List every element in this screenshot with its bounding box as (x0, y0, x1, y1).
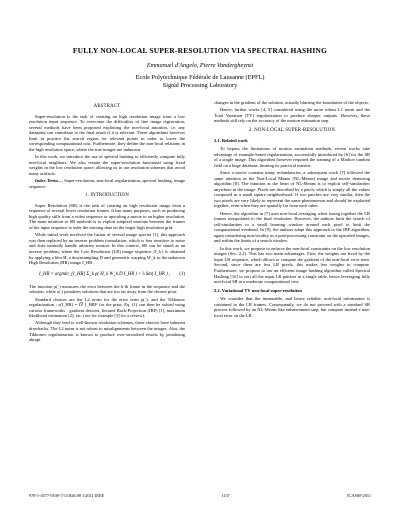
section-2-heading: 2. NON-LOCAL SUPER-RESOLUTION (248, 127, 336, 133)
footer-page-number: 1137 (221, 493, 230, 498)
index-terms-text: Super-resolution, non-local regularization, spectral hashing, image sequence (29, 178, 186, 189)
body-paragraph: The function ρ(·) measures the error between the k-th frame in the sequence and the solution, while s(·) penalizes solutions that are too far away from the chosen prior. (29, 283, 185, 295)
abstract-paragraph: Super-resolution is the task of creating an high resolution image from a low resolution input sequence. To overcome the difficulties of fine image registration, several methods have been proposed exploiting the non-local intuition, i.e. any datapoint can contribute to the final result if it is relevant. These algorithms however limit in practice the search region for relevant points in order to lower the corresponding computational cost. Furthermore, they define the non-local relations in the high resolution space, where the true images are unknown. (29, 113, 185, 152)
footer-isbn: 978-1-4577-0539-7/11/$26.00 ©2011 IEEE (29, 493, 105, 498)
left-column (29, 100, 185, 344)
body-paragraph: To bypass the limitations of motion estimation methods, recent works take advantage of example-based regularization, successfully introduced by [6] for the SR of a single image. This algorithm however required the training of a Markov random field on a huge database, limiting its practical interest. (214, 146, 370, 168)
body-paragraph: Standard choices are the L2 norm for the error term ρ(·), and the Tikhonov regularization : s(I_HR) = ‖∇ I_HR‖² for the prior. Eq. (1) can then be solved using various frameworks : gradient descent, Iterated Back-Projection (IBP) [1], maximum likelihood estimation [2], etc. (see for example [3] for a review). (29, 296, 185, 319)
intro-heading: 1. INTRODUCTION (84, 193, 130, 199)
body-paragraph: Hence, further works [4, 5] considered using the more robust L1 norm and the Total Variation (TV) regularization to produce sharper outputs. However, these methods still rely on the accuracy of the motion estimation step. (214, 107, 370, 124)
body-paragraph: While initial work involved the fusion of several image spectra [1], this approach was then replaced by an inverse problem formulation, which is less sensitive to noise and does naturally handle arbitrary motion. In this context, SR can be stated as an inverse problem, where the Low Resolution (LR) image sequence {I_k} is obtained by applying a blur H, a downsampling D and geometric warping W_k to the unknown High Resolution (HR) image I_HR : (29, 232, 185, 266)
equation-number: (1) (179, 271, 185, 277)
equation-body: I_HR = argmin_{I_HR} Σ_k ρ( H_k W_k D I_HR ) + λ Sm( I_HR ) , (39, 271, 171, 277)
equation-1 (29, 269, 185, 281)
abstract-heading: ABSTRACT (93, 104, 121, 109)
index-terms-label: Index Terms— (35, 178, 63, 184)
page-footer (29, 493, 371, 498)
index-terms (29, 178, 185, 189)
subsection-2-1-heading: 2.1. Related work (214, 137, 248, 143)
body-paragraph: Since a movie contains many redundancies, a subsequent work [7] followed the same intuition as the Non-Local Means (NL-Means) image and movie denoising algorithm [8]. The intuition at the heart of NL-Means is to exploit self-similarities anywhere in the image. Pixels are described by a patch, which is simply all the values composed in a small square neighborhood. If two patches are very similar, then the two pixels are very likely to represent the same phenomenon and should be exploited together, even when they are spatially far from each other. (214, 170, 370, 209)
right-column (214, 100, 370, 320)
body-paragraph: Hence, the algorithm in [7] uses non-local averaging when fusing together the LR frames interpolated to the final resolution. However, the authors limit the search of self-similarities to a small learning window around each pixel to limit the computational overhead. In [9], the authors adapt this approach to the IBP algorithm, again considering non-locality as a post-processing constraint on the upscaled images, and within the limits of a search window. (214, 210, 370, 244)
affiliation-lab: Signal Processing Laboratory (162, 82, 238, 89)
affiliation-institution: Ecole Polytechnique Fédérale de Lausanne (EPFL) (135, 74, 265, 81)
body-paragraph: Super Resolution (SR) is the task of creating an high resolution image from a sequence of several lower resolution frames. It has many purposes, such as producing high quality stills from a video sequence or upscaling a movie to an higher resolution. The main intuition to SR methods is to exploit subpixel motions between the frames of the input sequence to infer the missing data on the target high resolution grid. (29, 202, 185, 230)
abstract-paragraph: In this work, we introduce the use of spectral hashing to efficiently compute fully non-local neighbors. We also restate the super-resolution functional using fixed weights in the low resolution space, allowing us to use resolution schemes that avoid many artifacts. (29, 154, 185, 176)
body-paragraph: We consider that the immutable, and hence reliable, non-local information is contained in the LR frames. Consequently, we do not proceed with a standard SR process followed by an NL-Means like enhancement step, but compute instead a non-local error on the LR (214, 296, 370, 318)
body-paragraph: changes in the gradient of the solution, actually blurring the boundaries of the objects. (214, 100, 369, 105)
paper-authors: Emmanuel d'Angelo, Pierre Vandergheynst (146, 62, 254, 69)
subsection-2-2-heading: 2.2. Variational TV non-local super-resolution (214, 287, 302, 293)
body-paragraph: In this work, we propose to enforce the non-local constraints on the low resolution images (Sec. 2.2). This has two main advantages. First, the weights are fixed by the input LR sequence, which allows to compute the gradient of the non-local error term. Second, since there are less LR pixels, this makes less weights to compute. Furthermore, we propose to use an efficient image hashing algorithm called Spectral Hashing [10] to sort all the input LR patches in a single table, hence leveraging fully non-local SR at a moderate computational cost. (214, 245, 370, 285)
paper-title: FULLY NON-LOCAL SUPER-RESOLUTION VIA SPECTRAL HASHING (72, 46, 328, 55)
footer-conference: ICASSP 2011 (347, 493, 371, 498)
body-paragraph: Although they lead to well-known resolution schemes, these choices have inherent drawbacks. The L2 norm is not robust to misalignments between the images. Also, the Tikhonov regularization is known to produce over-smoothed results by penalizing abrupt (29, 320, 185, 343)
